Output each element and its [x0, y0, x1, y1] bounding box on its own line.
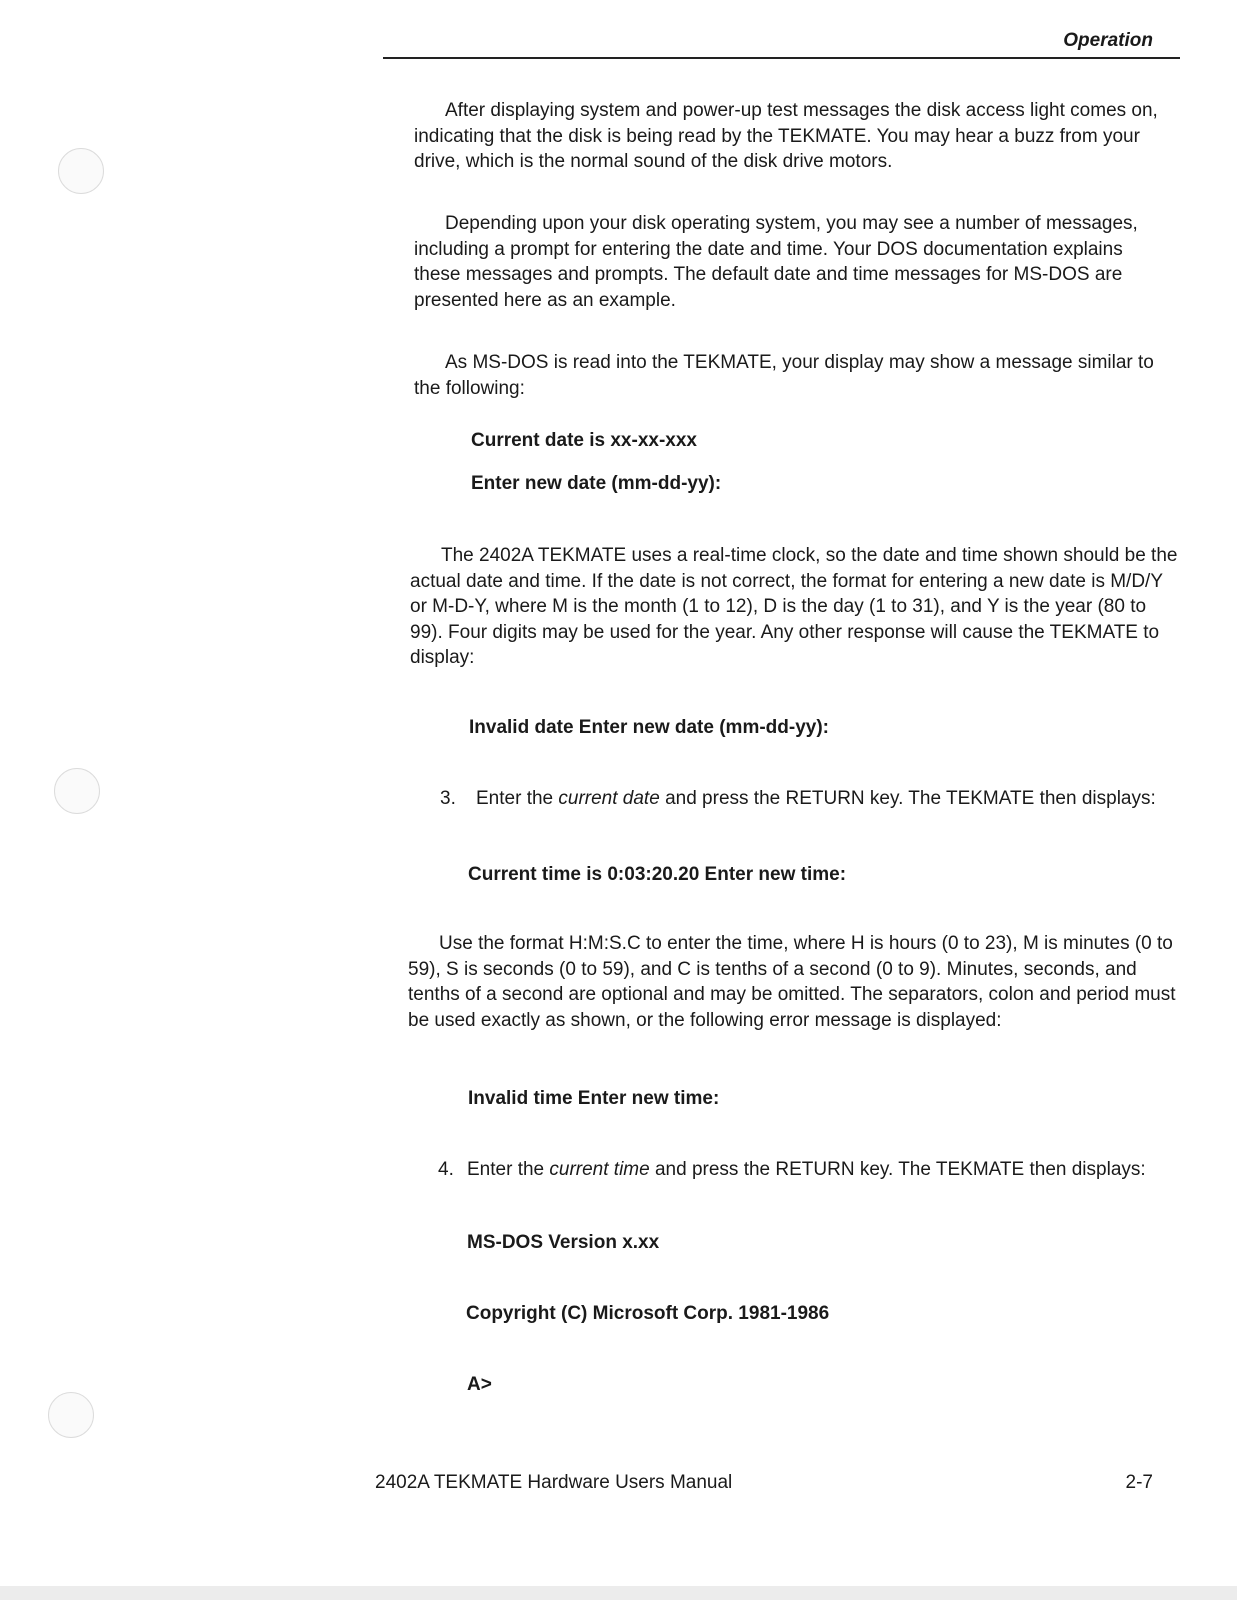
- step-4-number: 4.: [438, 1159, 454, 1180]
- paragraph-dos-messages: Depending upon your disk operating system, you may see a number of messages, including a prompt for entering the date and time. Your DOS documentation explains these messages and prompts. The default date and time messages for MS-DOS are presented here as an example.: [414, 213, 1138, 311]
- message-msdos-version: MS-DOS Version x.xx: [467, 1232, 660, 1253]
- message-current-time: Current time is 0:03:20.20 Enter new time:: [468, 864, 847, 885]
- step-3-emphasis: current date: [558, 788, 660, 809]
- paragraph-msdos-read: As MS-DOS is read into the TEKMATE, your display may show a message similar to the following:: [414, 352, 1154, 399]
- paragraph-time-format: Use the format H:M:S.C to enter the time, where H is hours (0 to 23), M is minutes (0 to 59), S is seconds (0 to 59), and C is tenths of a second (0 to 9). Minutes, seconds, and tenths of a second are optional and may be omitted. The separators, colon and period must be used exactly as shown, or the following error message is displayed:: [408, 933, 1176, 1031]
- message-invalid-date: Invalid date Enter new date (mm-dd-yy):: [469, 717, 829, 738]
- page-number: 2-7: [1125, 1472, 1153, 1493]
- header-rule: [383, 57, 1180, 59]
- message-command-prompt: A>: [467, 1374, 492, 1395]
- step-4-prefix: Enter the: [467, 1159, 550, 1180]
- step-3: [440, 786, 1180, 812]
- step-4-emphasis: current time: [549, 1159, 650, 1180]
- paragraph-real-time-clock: The 2402A TEKMATE uses a real-time clock, so the date and time shown should be the actual date and time. If the date is not correct, the format for entering a new date is M/D/Y or M-D-Y, where M is the month (1 to 12), D is the day (1 to 31), and Y is the year (80 to 99). Four digits may be used for the year. Any other response will cause the TEKMATE to display:: [410, 545, 1178, 668]
- step-3-suffix: and press the RETURN key. The TEKMATE then displays:: [659, 788, 1156, 809]
- message-current-date: Current date is xx-xx-xxx: [471, 430, 697, 451]
- footer-manual-title: 2402A TEKMATE Hardware Users Manual: [375, 1472, 733, 1493]
- step-3-text: [476, 786, 1180, 812]
- step-3-prefix: Enter the: [476, 788, 559, 809]
- step-4: [438, 1157, 1180, 1183]
- binder-hole-middle: [54, 768, 100, 814]
- binder-hole-bottom: [48, 1392, 94, 1438]
- binder-hole-top: [58, 148, 104, 194]
- scan-bottom-edge: [0, 1586, 1237, 1600]
- step-3-number: 3.: [440, 788, 456, 809]
- step-4-suffix: and press the RETURN key. The TEKMATE then displays:: [649, 1159, 1146, 1180]
- step-4-text: [467, 1157, 1180, 1183]
- message-enter-new-date: Enter new date (mm-dd-yy):: [471, 473, 722, 494]
- section-header: Operation: [1063, 30, 1153, 51]
- paragraph-disk-access: After displaying system and power-up test messages the disk access light comes on, indicating that the disk is being read by the TEKMATE. You may hear a buzz from your drive, which is the normal sound of the disk drive motors.: [414, 100, 1158, 172]
- message-invalid-time: Invalid time Enter new time:: [468, 1088, 720, 1109]
- message-copyright: Copyright (C) Microsoft Corp. 1981-1986: [466, 1303, 830, 1324]
